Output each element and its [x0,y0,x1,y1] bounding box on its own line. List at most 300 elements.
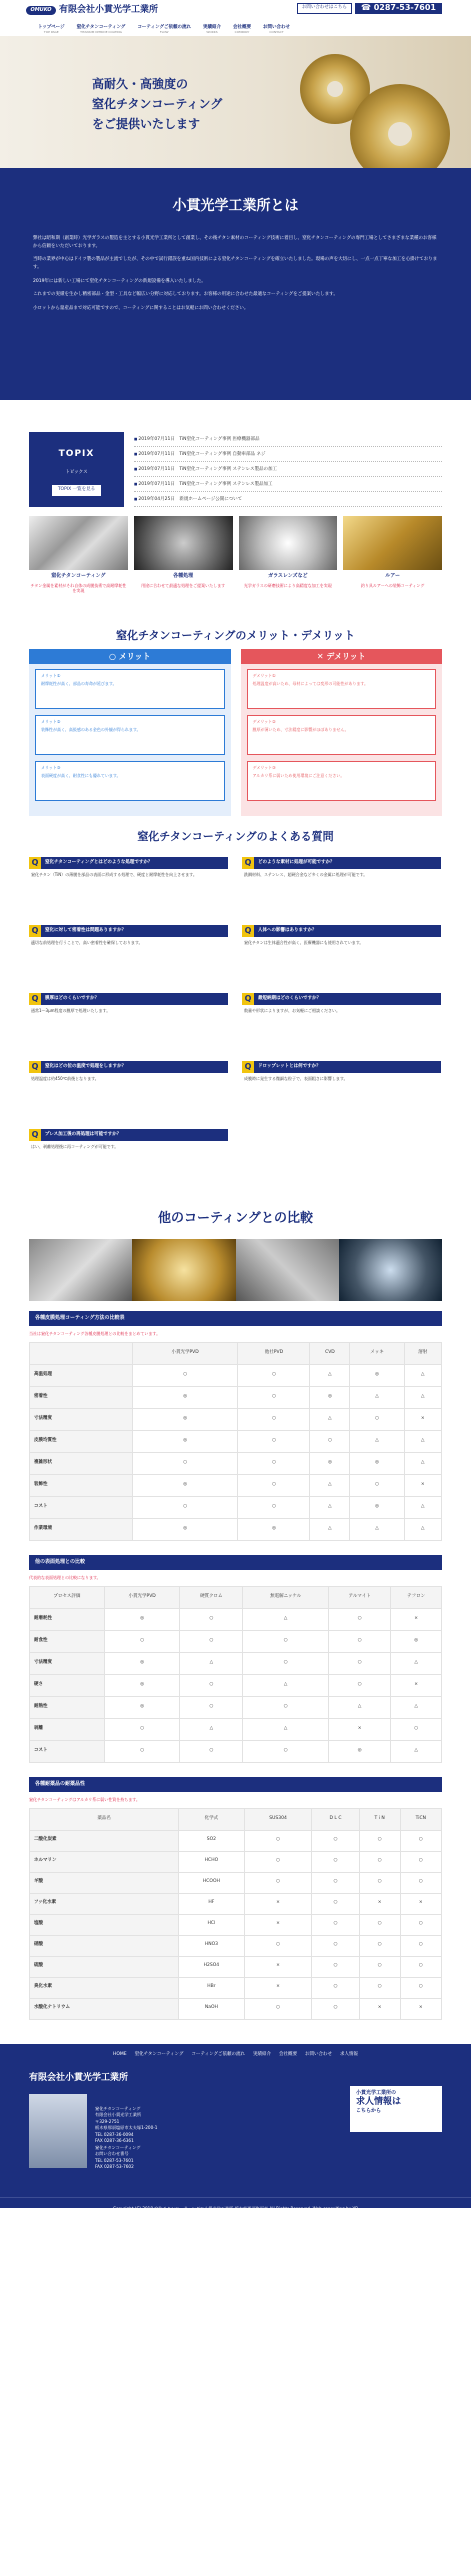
main-nav [38,26,290,34]
hero-line: 高耐久・高強度の [92,77,189,91]
table-cell: △ [310,1408,350,1430]
table-cell: ○ [238,1386,310,1408]
column-header: 溶射 [404,1342,441,1364]
table-row [30,1851,442,1872]
hero [0,36,471,168]
faq-answer: 処理温度は約450℃前後となります。 [31,1076,99,1081]
demerit-column [241,649,443,819]
demerit-item [247,715,437,755]
about-paragraph: これまでの実績を生かし精密部品・金型・工具など幅広い分野に対応しております。お客様の用途に合わせた最適なコーティングをご提案いたします。 [33,292,338,298]
nav-label: トップページ [38,25,65,30]
merit-item [35,669,225,709]
table-cell: ○ [400,1851,441,1872]
q-icon: Q [29,925,41,937]
faq-question[interactable] [29,1129,228,1141]
product-desc: 用途に合わせて最適な処理をご提案いたします [141,582,226,588]
table-cell: ○ [359,1872,400,1893]
table-row [30,1872,442,1893]
site-footer [0,2044,471,2211]
table-cell: ○ [243,1630,329,1652]
footer-link[interactable]: 会社概要 [279,2051,298,2057]
table-cell: ○ [400,1935,441,1956]
news-item[interactable]: ■ 2019年07月11日 TiN窒化コーティング事例 医療機器部品 [134,432,442,447]
table-cell: ○ [104,1740,180,1762]
faq-question-text: 最短納期はどのくらいですか？ [254,993,441,1005]
news-list [134,432,442,508]
table-cell: × [244,1914,312,1935]
table-cell: ○ [312,1830,359,1851]
column-header: 無電解ニッケル [243,1586,329,1608]
table-row [30,1674,442,1696]
phone-number-text: 0287-53-7601 [373,3,436,12]
row-header: コスト [30,1496,133,1518]
row-header: 皮膜均質性 [30,1430,133,1452]
table-cell: ○ [312,1893,359,1914]
table-cell: △ [350,1430,404,1452]
table-row [30,1496,442,1518]
table-row [30,1740,442,1762]
table-cell: ◎ [132,1430,238,1452]
row-header: 水酸化ナトリウム [30,1998,179,2019]
demerit-item-title: デメリット① [252,672,276,678]
faq-item [29,857,228,925]
row-header: 臭化水素 [30,1977,179,1998]
merit-title: 窒化チタンコーティングのメリット・デメリット [115,629,356,642]
recruit-banner[interactable] [350,2086,442,2132]
table-cell: HCHO [179,1851,245,1872]
nav-sub: FLOW [159,29,169,34]
faq-question[interactable] [29,993,228,1005]
table-cell: ○ [400,1977,441,1998]
column-header: メッキ [350,1342,404,1364]
table-cell: ○ [243,1652,329,1674]
faq-question-text: 窒化に対して密着性は問題ありますか？ [41,925,228,937]
faq-section [29,857,442,1197]
hero-line: をご提供いたします [92,117,201,131]
q-icon: Q [29,993,41,1005]
footer-link[interactable]: お問い合わせ [305,2051,333,2057]
table-row [30,1408,442,1430]
table-cell: ○ [329,1630,391,1652]
product-desc: 釣り具ルアーへの装飾コーティング [360,582,425,588]
recruit-big: 求人情報は [356,2096,402,2107]
table-cell: ◎ [310,1386,350,1408]
table-cell: ○ [238,1452,310,1474]
table-cell: ○ [400,1872,441,1893]
faq-item [29,925,228,993]
demerit-item-title: デメリット③ [252,764,276,770]
topix-list-button[interactable]: TOPIX 一覧を見る [52,485,101,496]
table-cell: × [244,1893,312,1914]
faq-answer: 鉄鋼材料、ステンレス、超硬合金など多くの金属に処理が可能です。 [244,872,368,877]
faq-answer: 適切な前処理を行うことで、高い密着性を確保しております。 [31,940,143,945]
table-cell: × [400,1998,441,2019]
table-cell: ◎ [310,1452,350,1474]
table-cell: ◎ [104,1608,180,1630]
footer-link[interactable]: 実績紹介 [253,2051,272,2057]
table-cell: × [404,1408,441,1430]
nav-sub: WORKS [206,29,218,34]
merit-item [35,761,225,801]
faq-answer: 窒化チタンは生体適合性が高く、医療機器にも使用されています。 [244,940,364,945]
table-cell: × [391,1608,442,1630]
faq-answer: 数量や形状によりますが、お気軽にご相談ください。 [244,1008,340,1013]
nav-label: コーティングご依頼の流れ [137,25,191,30]
table-cell: ◎ [132,1474,238,1496]
faq-question[interactable] [29,857,228,869]
q-icon: Q [29,1061,41,1073]
table-cell: HCOOH [179,1872,245,1893]
table-cell: △ [350,1386,404,1408]
table-row [30,1608,442,1630]
topix-box [29,432,124,507]
q-icon: Q [29,857,41,869]
merit-label: メリット [118,651,151,661]
table-cell: ○ [243,1740,329,1762]
q-icon: Q [29,1129,41,1141]
footer-left [29,2072,157,2171]
table-cell: ○ [359,1851,400,1872]
news-item[interactable]: ■ 2019年04月25日 新規ホームページ公開について [134,492,442,507]
column-header: TiCN [400,1808,441,1830]
table-cell: ○ [244,1851,312,1872]
table-cell: ○ [329,1608,391,1630]
footer-link[interactable]: 求人情報 [340,2051,359,2057]
compare-banner [29,1239,442,1301]
table-cell: ○ [312,1851,359,1872]
news-item[interactable]: ■ 2019年07月11日 TiN窒化コーティング事例 ステンレス製品の加工 [134,462,442,477]
topix-section [29,400,442,508]
banner-image [29,1239,132,1301]
demerit-item [247,669,437,709]
row-header: 硝酸 [30,1935,179,1956]
table-cell: HCl [179,1914,245,1935]
column-header: プロセス評価 [30,1586,105,1608]
column-header: 他社PVD [238,1342,310,1364]
q-icon: Q [242,1061,254,1073]
nav-label: 実績紹介 [203,25,221,30]
merit-column [29,649,231,819]
table-cell: ◎ [132,1386,238,1408]
table-cell: △ [243,1674,329,1696]
footer-link[interactable]: 窒化チタンコーティング [134,2051,184,2057]
nav-sub: TITANIUM NITRIDE COATING [80,29,122,34]
table-cell: ○ [312,1956,359,1977]
merit-item-title: メリット③ [41,764,61,770]
table-cell: △ [310,1474,350,1496]
table-cell: ○ [359,1977,400,1998]
table-row [30,1998,442,2019]
merit-item-text: 表面硬度が高く、耐食性にも優れています。 [41,772,121,778]
column-header: D L C [312,1808,359,1830]
faq-answer: 通常1〜3μm程度の膜厚で処理いたします。 [31,1008,111,1013]
table-row [30,1914,442,1935]
recruit-end: こちらから [356,2108,382,2115]
column-header: 硬質クロム [180,1586,243,1608]
copyright: Copyright (C) 2018 窒化チタンコーティングの小貫光学工業所 栃木県那須塩原市 All Rights Reserved. Web consulting by YB [0,2197,471,2212]
column-header: 化学式 [179,1808,245,1830]
table-cell: ○ [312,1914,359,1935]
news-item[interactable]: ■ 2019年07月11日 TiN窒化コーティング事例 自動車部品 ネジ [134,447,442,462]
nav-item-top[interactable] [38,26,65,34]
faq-answer: はい、剥離処理後に再コーティングが可能です。 [31,1144,119,1149]
table-cell: △ [329,1696,391,1718]
footer-links [0,2052,471,2059]
merit-header: ○ メリット [29,649,231,664]
table-cell: ○ [180,1674,243,1696]
nav-sub: CONTACT [269,29,284,34]
column-header: 薬品名 [30,1808,179,1830]
merit-item-title: メリット① [41,672,61,678]
table-row [30,1977,442,1998]
row-header: 寸法精度 [30,1408,133,1430]
faq-title: 窒化チタンコーティングのよくある質問 [137,829,334,843]
table-cell: × [244,1956,312,1977]
table-cell: △ [180,1718,243,1740]
faq-question[interactable] [242,993,441,1005]
chemical-table [29,1808,442,2020]
table-cell: △ [310,1496,350,1518]
footer-company: 有限会社小貫光学工業所 [29,2073,129,2084]
table-cell: △ [404,1518,441,1540]
nav-item-contact[interactable] [263,26,290,34]
table-cell: ◎ [132,1408,238,1430]
table-cell: ○ [244,1830,312,1851]
table-cell: × [404,1474,441,1496]
news-item[interactable]: ■ 2019年07月11日 TiN窒化コーティング事例 ステンレス製品加工 [134,477,442,492]
product-title: ガラスレンズなど [268,573,308,579]
product-card[interactable] [239,516,338,628]
table-cell: ○ [359,1830,400,1851]
table-cell: ○ [312,1872,359,1893]
table-cell: ○ [132,1496,238,1518]
table-cell: △ [391,1652,442,1674]
table-cell: ○ [244,1935,312,1956]
table-cell: × [244,1977,312,1998]
building-photo [29,2094,87,2168]
table-heading: 各種耐薬品の耐薬品性 [29,1777,442,1792]
table-cell: ○ [180,1630,243,1652]
table-cell: ○ [312,1977,359,1998]
q-icon: Q [242,993,254,1005]
faq-item [242,993,441,1061]
table-cell: ◎ [329,1740,391,1762]
product-image [29,516,128,570]
table-cell: ◎ [350,1452,404,1474]
faq-question[interactable] [242,1061,441,1073]
footer-link[interactable]: コーティングご依頼の流れ [191,2051,246,2057]
table-cell: ○ [132,1364,238,1386]
site-header [0,0,471,36]
row-header: 高温処理 [30,1364,133,1386]
table-row [30,1452,442,1474]
faq-question[interactable] [29,925,228,937]
table-heading: 他の表面処理との比較 [29,1555,442,1570]
product-card[interactable] [134,516,233,628]
product-card[interactable] [343,516,442,628]
table-cell: × [391,1674,442,1696]
table-cell: SO2 [179,1830,245,1851]
table-row [30,1386,442,1408]
faq-question-text: 窒化はどの位の温度で処理をしますか？ [41,1061,228,1073]
faq-item [242,1061,441,1129]
row-header: コスト [30,1740,105,1762]
faq-question[interactable] [242,857,441,869]
table-cell: ○ [238,1496,310,1518]
table-cell: ○ [329,1674,391,1696]
table-cell: ○ [400,1914,441,1935]
column-header: CVD [310,1342,350,1364]
gear-image [350,84,450,168]
table-cell: ○ [132,1452,238,1474]
product-desc: 光学ガラスの研磨技術により高精度な加工を実現 [243,582,332,588]
faq-answer: 窒化チタン（TiN）の薄膜を部品の表面に形成する処理で、硬度と耐摩耗性を向上させます。 [31,872,197,877]
column-header: T i N [359,1808,400,1830]
nav-sub: COMPANY [234,29,250,34]
row-header: 耐磨耗性 [30,1608,105,1630]
merit-item-title: メリット② [41,718,61,724]
demerit-item-title: デメリット② [252,718,276,724]
banner-image [132,1239,235,1301]
table-row [30,1364,442,1386]
table-cell: △ [404,1452,441,1474]
table-cell: ○ [312,1998,359,2019]
demerit-item-text: 処理温度が高いため、母材によっては変形の可能性があります。 [252,680,369,686]
faq-question[interactable] [242,925,441,937]
phone-number[interactable]: ☎ 0287-53-7601 [355,3,442,14]
merit-item-text: 耐摩耗性が高く、部品の寿命が延びます。 [41,680,117,686]
row-header: ギ酸 [30,1872,179,1893]
faq-item [29,1129,228,1197]
row-header: 複雑形状 [30,1452,133,1474]
banner-image [236,1239,339,1301]
table-row [30,1893,442,1914]
company-name: 有限会社小貫光学工業所 [59,5,159,15]
table-cell: ○ [400,1830,441,1851]
header-contact [297,3,442,14]
row-header: 密着性 [30,1386,133,1408]
product-title: ルアー [385,573,401,579]
table-row [30,1518,442,1540]
table-header-row [30,1342,442,1364]
table-cell: ◎ [104,1696,180,1718]
table-cell: × [400,1893,441,1914]
row-header: 剥離 [30,1718,105,1740]
table-row [30,1630,442,1652]
table-cell: ○ [244,1872,312,1893]
nav-label: お問い合わせ [263,25,290,30]
table-cell: △ [404,1496,441,1518]
table-cell: ○ [238,1430,310,1452]
faq-answer: 成膜時に発生する微細な粒子で、表面粗さに影響します。 [244,1076,348,1081]
merit-body [29,664,231,816]
table-cell: ◎ [238,1518,310,1540]
table-cell: ○ [391,1718,442,1740]
table-cell: ○ [238,1364,310,1386]
nav-sub: TOP PAGE [43,29,59,34]
demerit-label: デメリット [326,651,366,661]
faq-question-text: どのような素材に処理が可能ですか？ [254,857,441,869]
faq-question-text: 人体への影響はありますか？ [254,925,441,937]
q-icon: Q [242,925,254,937]
table-cell: H2SO4 [179,1956,245,1977]
merit-item-text: 装飾性が高く、高級感のある金色の外観が得られます。 [41,726,141,732]
product-card[interactable] [29,516,128,628]
row-header: 耐食性 [30,1630,105,1652]
demerit-item [247,761,437,801]
table-cell: ◎ [350,1364,404,1386]
nav-item-works[interactable] [203,26,221,34]
table-cell: ○ [329,1652,391,1674]
compare-table [29,1342,442,1541]
product-title: 各種処理 [173,573,194,579]
table-cell: △ [404,1386,441,1408]
row-header: フッ化水素 [30,1893,179,1914]
table-cell: △ [180,1652,243,1674]
nav-item-coating[interactable] [77,26,126,34]
nav-item-flow[interactable] [137,26,191,34]
demerit-header: ✕ デメリット [241,649,443,664]
table-cell: △ [404,1364,441,1386]
product-desc: チタン金属を素材がそれ自体の成膜技術で高耐摩耗性を実現 [30,582,127,594]
about-section [0,168,471,400]
table-cell: × [359,1893,400,1914]
table-row [30,1474,442,1496]
column-header [30,1342,133,1364]
row-header: 塩酸 [30,1914,179,1935]
nav-item-company[interactable] [233,26,251,34]
table-cell: ○ [180,1740,243,1762]
table-cell: ○ [310,1430,350,1452]
topix-title: TOPIX [58,449,95,459]
faq-item [29,993,228,1061]
table-cell: ◎ [104,1674,180,1696]
row-header: 二酸化炭素 [30,1830,179,1851]
table-header-row [30,1808,442,1830]
table-note: 代表的な表面処理との比較になります。 [29,1574,101,1580]
table-cell: HF [179,1893,245,1914]
faq-question[interactable] [29,1061,228,1073]
table-header-row [30,1586,442,1608]
about-paragraph: 小ロットから量産品まで対応可能ですので、コーティングに関することはお気軽にお問い合わせください。 [33,305,249,311]
faq-question-text: ドロップレットとは何ですか？ [254,1061,441,1073]
faq-item [242,857,441,925]
footer-link[interactable]: HOME [112,2051,127,2057]
product-image [134,516,233,570]
table-cell: × [329,1718,391,1740]
q-icon: Q [242,857,254,869]
nav-label: 会社概要 [233,25,251,30]
topix-sub: トピックス [65,469,88,475]
faq-item [242,925,441,993]
table-row [30,1956,442,1977]
demerit-item-text: アルカリ系に弱いため使用環境にご注意ください。 [252,772,345,778]
row-header: ホルマリン [30,1851,179,1872]
contact-button[interactable]: お問い合わせはこちら [297,3,352,14]
column-header: テフロン [391,1586,442,1608]
column-header: 小貫光学PVD [104,1586,180,1608]
table-cell: ○ [400,1956,441,1977]
table-cell: △ [350,1518,404,1540]
product-title: 窒化チタンコーティング [51,573,106,579]
logo[interactable] [26,4,158,18]
table-cell: △ [310,1518,350,1540]
compare-table-block [29,1311,442,1541]
table-cell: ○ [350,1474,404,1496]
merit-section [29,649,442,819]
chemical-table-block [29,1777,442,2020]
table-cell: △ [243,1718,329,1740]
